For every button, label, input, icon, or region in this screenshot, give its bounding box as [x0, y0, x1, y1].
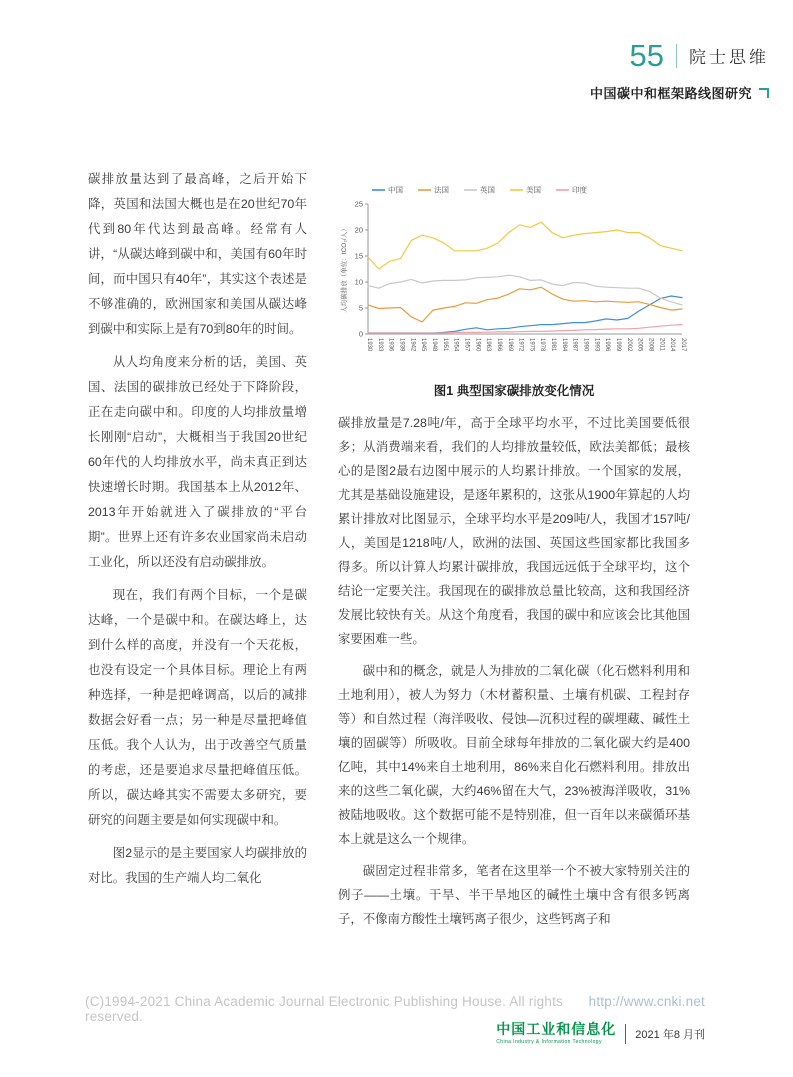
svg-text:10: 10 — [354, 277, 363, 287]
paragraph: 碳排放量达到了最高峰，之后开始下降，英国和法国大概也是在20世纪70年代到80年代达到最高峰。经常有人讲，“从碳达峰到碳中和，美国有60年时间，而中国只有40年”，其实这个表述是不够准确的，欧洲国家和美国从碳达峰到碳中和实际上是有70到80年的时间。 — [88, 172, 307, 336]
brand-divider — [625, 1024, 626, 1044]
paragraph: 碳中和的概念，就是人为排放的二氧化碳（化石燃料利用和土地利用），被人为努力（木材蓄积量、土壤有机碳、工程封存等）和自然过程（海洋吸收、侵蚀—沉积过程的碳埋藏、碱性土壤的固碳等）所吸收。目前全球每年排放的二氧化碳大约是400亿吨，其中14%来自土地利用，86%来自化石燃料利用。排放出来的这些二氧化碳，大约46%留在大气，23%被海洋吸收，31%被陆地吸收。这个数据可能不是特别准，但一百年以来碳循环基本上就是这么一个规律。 — [338, 664, 690, 846]
svg-text:2005: 2005 — [636, 338, 643, 352]
corner-bracket-icon — [759, 88, 769, 98]
cnki-url-link[interactable]: http://www.cnki.net — [588, 994, 705, 1009]
svg-text:1942: 1942 — [409, 338, 416, 352]
page-number: 55 — [629, 38, 664, 73]
figure-1 — [338, 180, 690, 399]
svg-text:1981: 1981 — [550, 338, 557, 352]
left-column — [88, 167, 307, 899]
svg-text:1930: 1930 — [366, 338, 372, 352]
svg-text:1948: 1948 — [430, 338, 437, 352]
svg-text:1933: 1933 — [376, 338, 383, 352]
svg-text:人均碳排放（单位：tCO₂/人）: 人均碳排放（单位：tCO₂/人） — [341, 225, 348, 313]
copyright-row — [85, 994, 705, 1024]
svg-text:1993: 1993 — [593, 338, 600, 352]
svg-text:英国: 英国 — [480, 185, 495, 195]
svg-text:15: 15 — [354, 251, 363, 261]
svg-text:2002: 2002 — [625, 338, 632, 352]
paragraph: 从人均角度来分析的话，美国、英国、法国的碳排放已经处于下降阶段，正在走向碳中和。印度的人均排放量增长刚刚“启动”，大概相当于我国20世纪60年代的人均排放水平，尚未真正到达快速增长时期。我国基本上从2012年、2013年开始就进入了碳排放的“平台期”。世界上还有许多农业国家尚未启动工业化，所以还没有启动碳排放。 — [88, 355, 307, 569]
svg-text:2017: 2017 — [680, 338, 686, 352]
brand-subtitle: China Industry & Information Technology — [496, 1039, 602, 1046]
paragraph: 现在，我们有两个目标，一个是碳达峰，一个是碳中和。在碳达峰上，达到什么样的高度，并没有一个天花板，也没有设定一个具体目标。理论上有两种选择，一种是把峰调高，以后的减排数据会好看一点；另一种是尽量把峰值压低。我个人认为，出于改善空气质量的考虑，还是要追求尽量把峰值压低。所以，碳达峰其实不需要太多研究，要研究的问题主要是如何实现碳中和。 — [88, 588, 307, 827]
article-title: 中国碳中和框架路线图研究 — [589, 86, 752, 101]
paragraph: 碳固定过程非常多，笔者在这里举一个不被大家特别关注的例子——土壤。干旱、半干旱地区的碱性土壤中含有很多钙离子，不像南方酸性土壤钙离子很少，这些钙离子和 — [338, 864, 690, 926]
svg-text:1954: 1954 — [452, 338, 459, 352]
svg-text:1960: 1960 — [474, 338, 481, 352]
header-row — [590, 40, 769, 71]
svg-text:1936: 1936 — [387, 338, 394, 352]
svg-text:1996: 1996 — [604, 338, 611, 352]
svg-text:1957: 1957 — [463, 338, 470, 352]
svg-text:法国: 法国 — [434, 185, 449, 195]
header-divider — [676, 44, 677, 68]
svg-text:1990: 1990 — [582, 338, 589, 352]
brand-footer — [496, 1022, 705, 1045]
paragraph: 碳排放量是7.28吨/年，高于全球平均水平，不过比美国要低很多；从消费端来看，我们的人均排放量较低，欧法美都低；最核心的是图2最右边图中展示的人均累计排放。一个国家的发展，尤其是基础设施建设，是逐年累积的，这张从1900年算起的人均累计排放对比图显示，全球平均水平是209吨/人，我国才157吨/人，美国是1218吨/人，欧洲的法国、英国这些国家都比我国多得多。所以计算人均累计碳排放，我国远远低于全球平均，这个结论一定要关注。我国现在的碳排放总量比较高，这和我国经济发展比较快有关。从这个角度看，我国的碳中和应该会比其他国家要困难一些。 — [338, 416, 690, 646]
svg-text:0: 0 — [358, 329, 363, 339]
svg-text:25: 25 — [354, 199, 363, 209]
svg-text:2008: 2008 — [647, 338, 654, 352]
svg-text:1987: 1987 — [571, 338, 578, 352]
issue-label: 2021 年8 月刊 — [635, 1028, 705, 1041]
svg-text:1999: 1999 — [615, 338, 622, 352]
svg-text:1978: 1978 — [539, 338, 546, 352]
page-header — [590, 40, 769, 102]
svg-text:20: 20 — [354, 225, 363, 235]
svg-text:1945: 1945 — [420, 338, 427, 352]
svg-text:2014: 2014 — [669, 338, 676, 352]
svg-text:5: 5 — [358, 303, 363, 313]
copyright-text: (C)1994-2021 China Academic Journal Electronic Publishing House. All rights reserved. — [85, 994, 563, 1024]
brand-name: 中国工业和信息化 — [496, 1021, 617, 1037]
svg-text:1939: 1939 — [398, 338, 405, 352]
svg-text:美国: 美国 — [526, 185, 541, 195]
paragraph: 图2显示的是主要国家人均碳排放的对比。我国的生产端人均二氧化 — [88, 846, 307, 885]
svg-text:印度: 印度 — [572, 185, 587, 195]
svg-text:1966: 1966 — [495, 338, 502, 352]
figure1-emissions-line-chart — [338, 180, 690, 372]
svg-text:1975: 1975 — [528, 338, 535, 352]
subtitle-row — [590, 83, 769, 102]
figure1-caption: 图1 典型国家碳排放变化情况 — [433, 384, 595, 398]
svg-text:1969: 1969 — [506, 338, 513, 352]
svg-text:中国: 中国 — [388, 185, 403, 195]
svg-text:1984: 1984 — [560, 338, 567, 352]
brand-block — [496, 1022, 616, 1045]
right-column — [338, 180, 690, 939]
svg-text:2011: 2011 — [658, 338, 665, 351]
svg-text:1963: 1963 — [485, 338, 492, 352]
svg-text:1972: 1972 — [517, 338, 524, 352]
svg-text:1951: 1951 — [441, 338, 448, 352]
section-label: 院士思维 — [689, 48, 769, 67]
